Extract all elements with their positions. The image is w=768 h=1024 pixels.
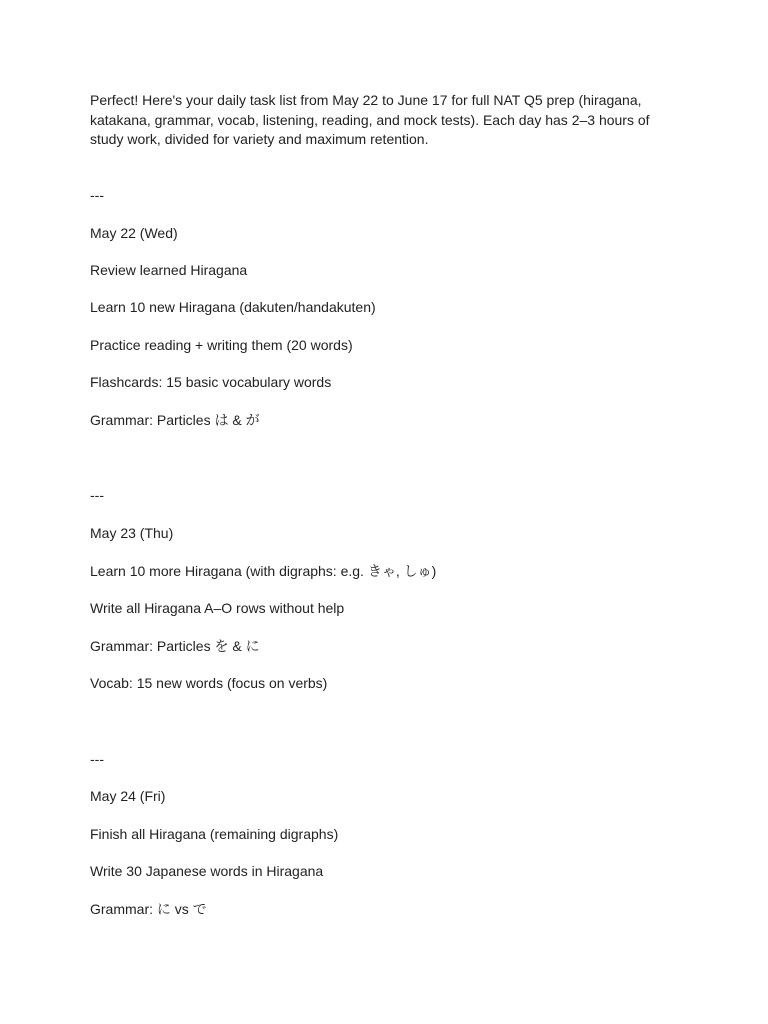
section-separator: --- [90, 487, 104, 503]
task-item: Practice reading + writing them (20 words) [90, 337, 353, 353]
task-item: Write all Hiragana A–O rows without help [90, 600, 345, 616]
task-item: Flashcards: 15 basic vocabulary words [90, 374, 332, 390]
day-heading: May 24 (Fri) [90, 788, 166, 804]
section-separator: --- [90, 187, 104, 203]
task-item: Review learned Hiragana [90, 262, 248, 278]
day-heading: May 22 (Wed) [90, 225, 178, 241]
task-item: Grammar: Particles は & が [90, 412, 260, 428]
intro-paragraph: Perfect! Here's your daily task list from May 22 to June 17 for full NAT Q5 prep (hiragana, katakana, grammar, vocab, listening, reading, and mock tests). Each day has 2–3 hours of study work, divided for variety and maximum retention. [90, 92, 650, 147]
task-item: Finish all Hiragana (remaining digraphs) [90, 826, 339, 842]
task-item: Write 30 Japanese words in Hiragana [90, 863, 324, 879]
task-item: Grammar: に vs で [90, 901, 207, 917]
section-separator: --- [90, 751, 104, 767]
task-item: Grammar: Particles を & に [90, 638, 260, 654]
task-item: Learn 10 more Hiragana (with digraphs: e.g. きゃ, しゅ) [90, 563, 437, 579]
task-item: Vocab: 15 new words (focus on verbs) [90, 675, 328, 691]
day-heading: May 23 (Thu) [90, 525, 174, 541]
task-item: Learn 10 new Hiragana (dakuten/handakuten) [90, 299, 376, 315]
